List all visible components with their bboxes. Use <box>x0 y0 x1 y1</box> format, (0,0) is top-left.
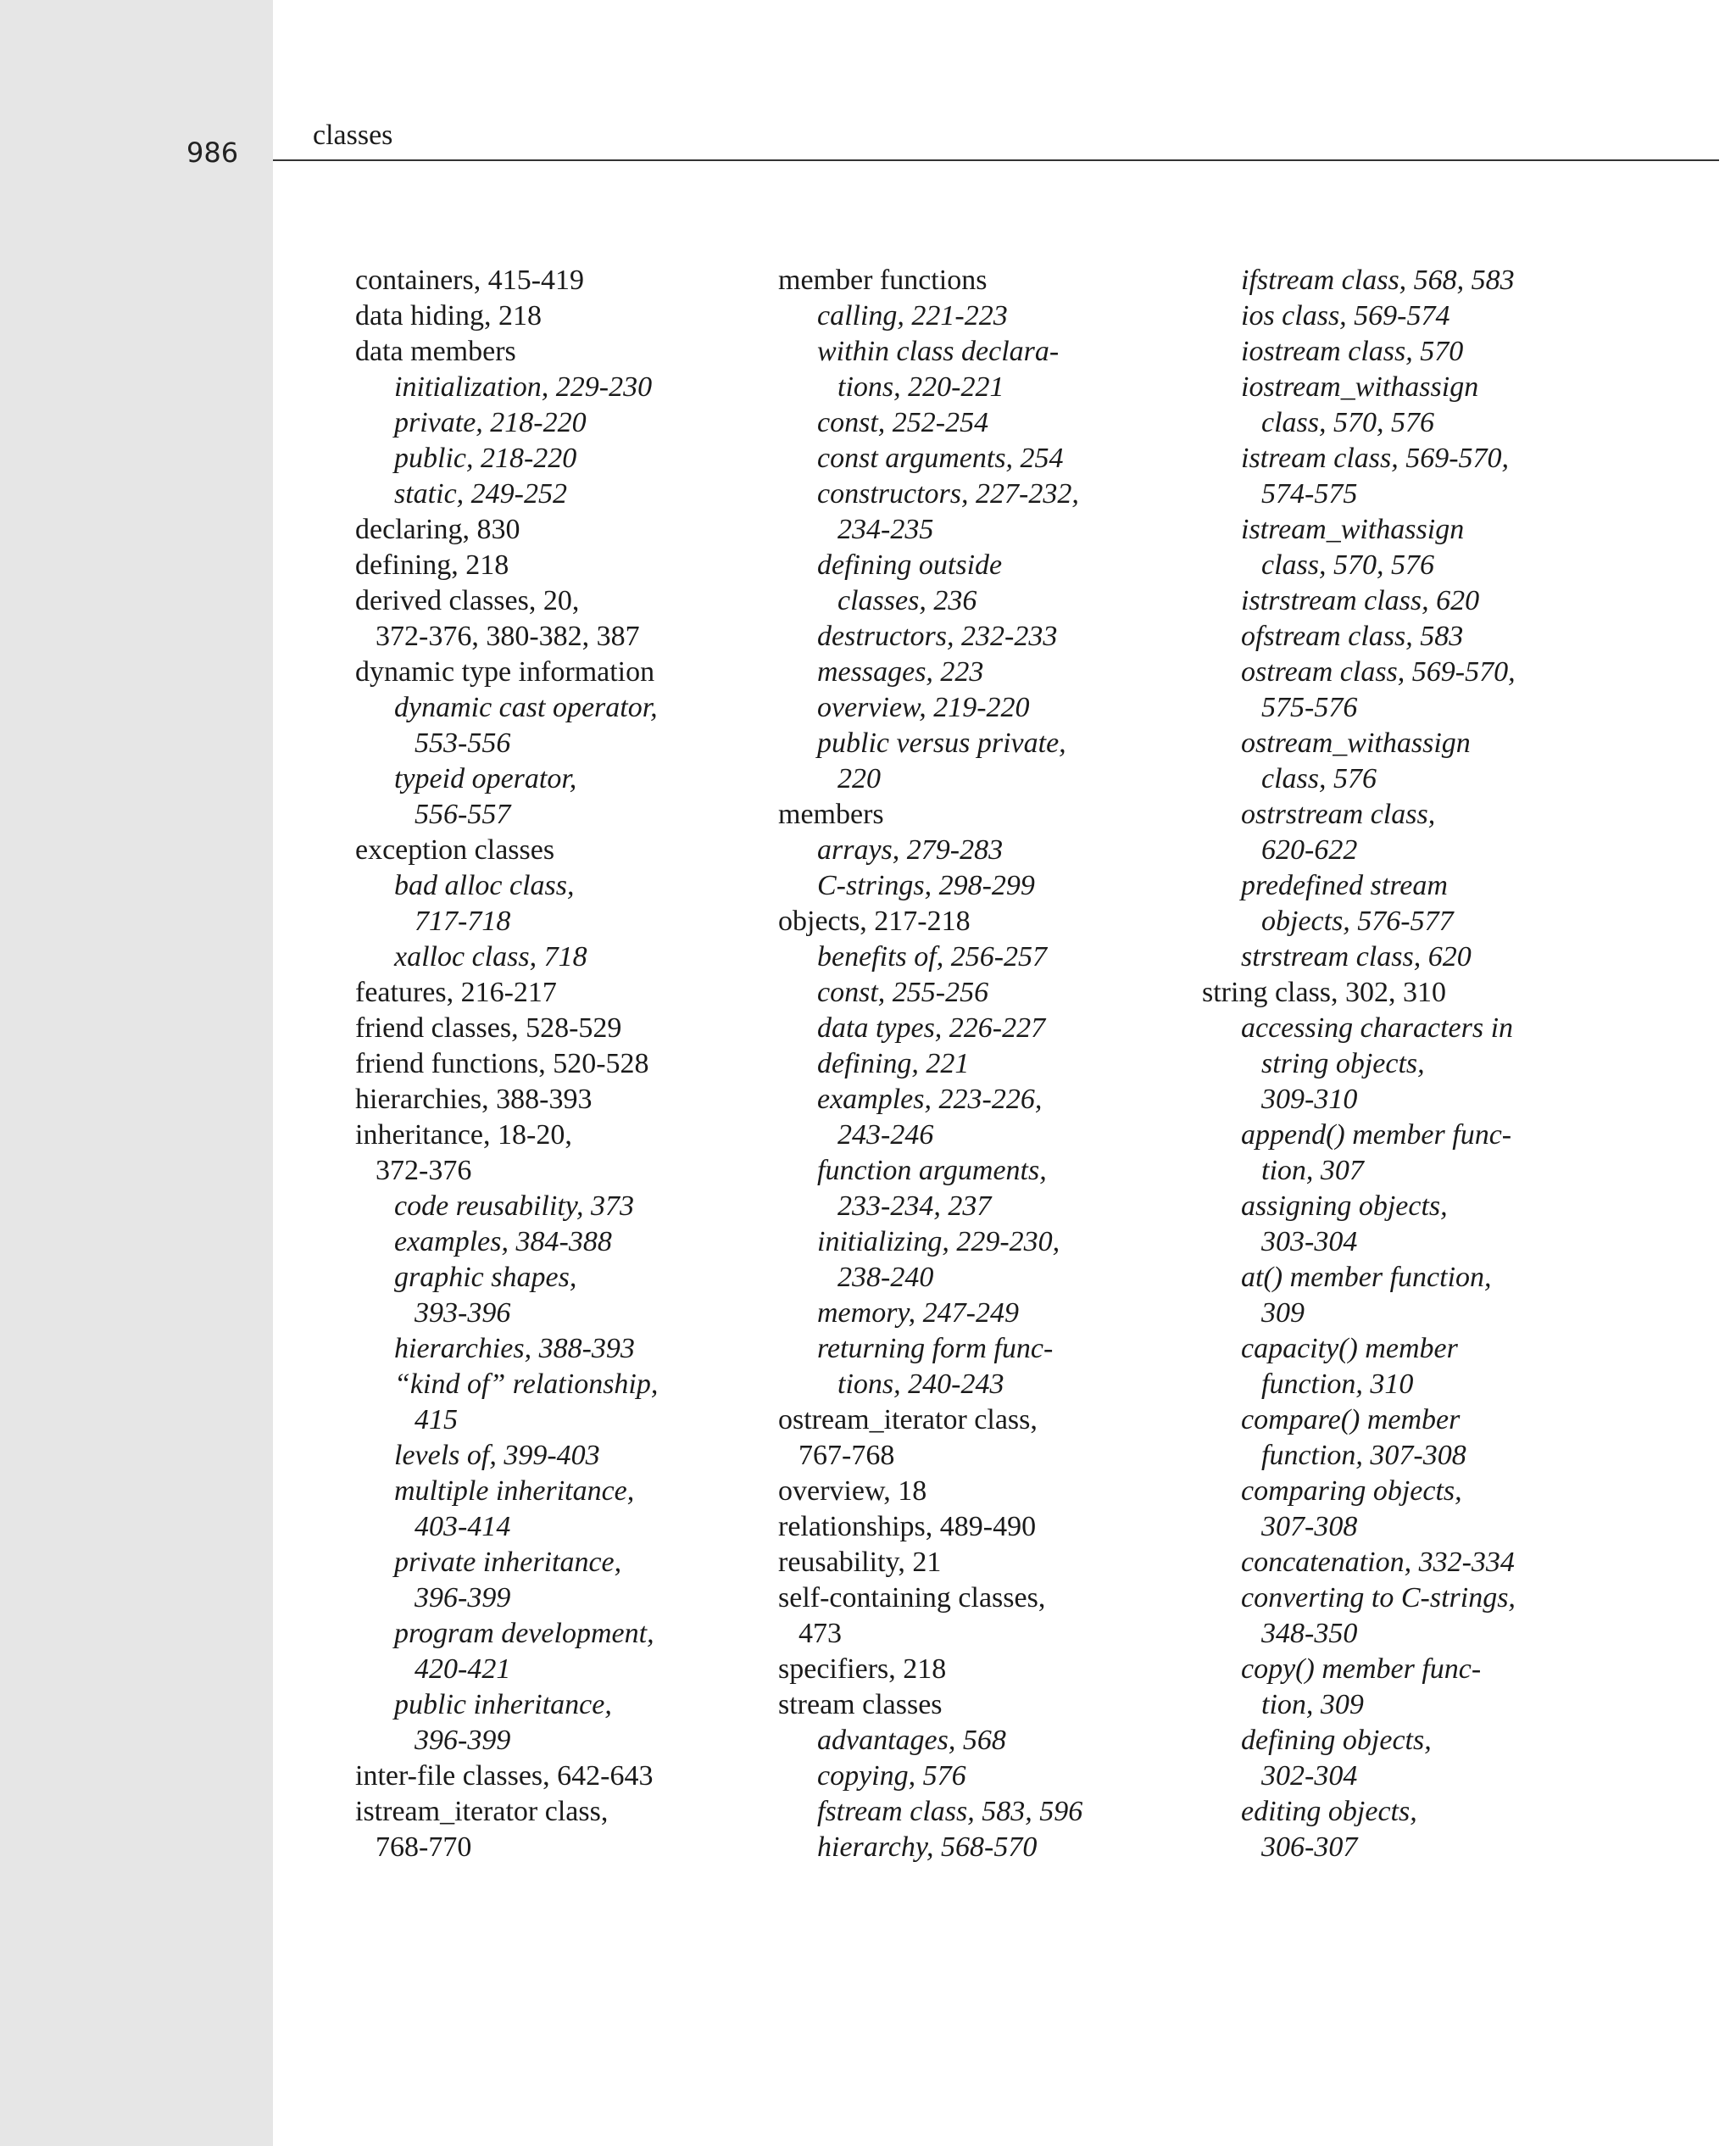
index-subentry: program development, <box>394 1618 654 1649</box>
index-subentry: ostrstream class, <box>1241 799 1436 830</box>
index-entry: objects, 217-218 <box>778 906 971 937</box>
index-subentry-continuation: 575-576 <box>1261 692 1358 723</box>
index-subentry: editing objects, <box>1241 1796 1417 1827</box>
index-subentry: hierarchies, 388-393 <box>394 1333 635 1364</box>
index-subentry-continuation: 220 <box>837 763 881 794</box>
index-subentry: levels of, 399-403 <box>394 1440 600 1471</box>
index-subentry-continuation: objects, 576-577 <box>1261 906 1454 937</box>
index-entry: containers, 415-419 <box>355 265 585 296</box>
index-entry-continuation: 767-768 <box>798 1440 895 1471</box>
index-entry: friend classes, 528-529 <box>355 1012 622 1044</box>
index-subentry: “kind of” relationship, <box>394 1368 659 1400</box>
index-subentry-continuation: 233-234, 237 <box>837 1190 992 1222</box>
index-entry: reusability, 21 <box>778 1547 942 1578</box>
index-subentry-continuation: 307-308 <box>1261 1511 1358 1542</box>
index-entry: data members <box>355 336 516 367</box>
index-subentry: append() member func- <box>1241 1119 1512 1151</box>
index-subentry-continuation: 403-414 <box>415 1511 511 1542</box>
index-subentry-continuation: function, 310 <box>1261 1368 1414 1400</box>
index-subentry: initialization, 229-230 <box>394 371 653 403</box>
index-subentry: comparing objects, <box>1241 1475 1462 1507</box>
index-subentry: ifstream class, 568, 583 <box>1241 265 1515 296</box>
index-subentry-continuation: tion, 309 <box>1261 1689 1364 1720</box>
index-column-2 <box>778 263 1168 1865</box>
index-subentry: istream class, 569-570, <box>1241 443 1510 474</box>
index-subentry: overview, 219-220 <box>817 692 1030 723</box>
index-subentry-continuation: 309-310 <box>1261 1084 1358 1115</box>
index-subentry: initializing, 229-230, <box>817 1226 1060 1257</box>
index-subentry-continuation: 556-557 <box>415 799 511 830</box>
index-subentry: code reusability, 373 <box>394 1190 634 1222</box>
index-subentry-continuation: 574-575 <box>1261 478 1358 510</box>
index-subentry: defining outside <box>817 549 1003 581</box>
index-entry: overview, 18 <box>778 1475 927 1507</box>
index-subentry: at() member function, <box>1241 1262 1492 1293</box>
index-subentry: const arguments, 254 <box>817 443 1064 474</box>
index-subentry-continuation: function, 307-308 <box>1261 1440 1466 1471</box>
index-subentry: graphic shapes, <box>394 1262 577 1293</box>
index-subentry-continuation: 393-396 <box>415 1297 511 1329</box>
index-entry: features, 216-217 <box>355 977 557 1008</box>
page-number: 986 <box>186 137 239 169</box>
index-entry: declaring, 830 <box>355 514 520 545</box>
index-subentry: ostream class, 569-570, <box>1241 656 1516 688</box>
index-entry: members <box>778 799 884 830</box>
running-head: classes <box>313 120 393 151</box>
index-column-1 <box>355 263 745 1865</box>
index-subentry: typeid operator, <box>394 763 577 794</box>
index-subentry-continuation: 415 <box>415 1404 458 1435</box>
index-subentry-continuation: 243-246 <box>837 1119 934 1151</box>
index-subentry-continuation: 420-421 <box>415 1653 511 1685</box>
index-subentry-continuation: 309 <box>1261 1297 1305 1329</box>
index-subentry: accessing characters in <box>1241 1012 1514 1044</box>
index-entry: hierarchies, 388-393 <box>355 1084 593 1115</box>
index-subentry-continuation: 238-240 <box>837 1262 934 1293</box>
index-subentry: function arguments, <box>817 1155 1047 1186</box>
index-subentry-continuation: class, 570, 576 <box>1261 407 1434 438</box>
index-subentry: multiple inheritance, <box>394 1475 635 1507</box>
index-subentry: messages, 223 <box>817 656 984 688</box>
index-entry-continuation: 768-770 <box>376 1831 472 1863</box>
index-subentry: public, 218-220 <box>394 443 577 474</box>
index-subentry-continuation: class, 570, 576 <box>1261 549 1434 581</box>
index-subentry: const, 255-256 <box>817 977 989 1008</box>
index-subentry-continuation: 396-399 <box>415 1582 511 1614</box>
index-subentry-continuation: classes, 236 <box>837 585 977 616</box>
index-subentry-continuation: class, 576 <box>1261 763 1377 794</box>
index-subentry-continuation: 234-235 <box>837 514 934 545</box>
index-subentry: xalloc class, 718 <box>394 941 587 973</box>
index-subentry: defining objects, <box>1241 1725 1432 1756</box>
index-entry: stream classes <box>778 1689 943 1720</box>
index-subentry-continuation: tion, 307 <box>1261 1155 1364 1186</box>
index-subentry-continuation: 303-304 <box>1261 1226 1358 1257</box>
index-subentry-continuation: 717-718 <box>415 906 511 937</box>
index-subentry: strstream class, 620 <box>1241 941 1472 973</box>
index-entry-continuation: 372-376, 380-382, 387 <box>376 621 640 652</box>
index-subentry: copy() member func- <box>1241 1653 1482 1685</box>
index-subentry: examples, 223-226, <box>817 1084 1043 1115</box>
index-subentry: destructors, 232-233 <box>817 621 1058 652</box>
index-entry-continuation: 372-376 <box>376 1155 472 1186</box>
index-subentry: advantages, 568 <box>817 1725 1006 1756</box>
index-subentry: arrays, 279-283 <box>817 834 1004 866</box>
index-subentry: calling, 221-223 <box>817 300 1008 332</box>
index-subentry-continuation: 553-556 <box>415 727 511 759</box>
index-entry: istream_iterator class, <box>355 1796 609 1827</box>
index-entry: member functions <box>778 265 988 296</box>
index-subentry: public inheritance, <box>394 1689 612 1720</box>
index-subentry: constructors, 227-232, <box>817 478 1079 510</box>
index-subentry: ios class, 569-574 <box>1241 300 1450 332</box>
index-subentry: defining, 221 <box>817 1048 970 1079</box>
index-entry: relationships, 489-490 <box>778 1511 1037 1542</box>
index-entry: exception classes <box>355 834 555 866</box>
index-subentry: returning form func- <box>817 1333 1054 1364</box>
index-subentry: examples, 384-388 <box>394 1226 612 1257</box>
index-entry: specifiers, 218 <box>778 1653 947 1685</box>
index-subentry: bad alloc class, <box>394 870 575 901</box>
index-subentry-continuation: tions, 240-243 <box>837 1368 1004 1400</box>
index-subentry-continuation: 302-304 <box>1261 1760 1358 1792</box>
index-entry: inheritance, 18-20, <box>355 1119 572 1151</box>
index-subentry: dynamic cast operator, <box>394 692 658 723</box>
index-subentry: within class declara- <box>817 336 1060 367</box>
index-subentry: hierarchy, 568-570 <box>817 1831 1038 1863</box>
index-subentry: static, 249-252 <box>394 478 567 510</box>
index-subentry: istream_withassign <box>1241 514 1465 545</box>
index-subentry: predefined stream <box>1241 870 1448 901</box>
index-entry: defining, 218 <box>355 549 509 581</box>
index-subentry: data types, 226-227 <box>817 1012 1046 1044</box>
index-subentry-continuation: 396-399 <box>415 1725 511 1756</box>
index-subentry: const, 252-254 <box>817 407 989 438</box>
index-subentry: iostream class, 570 <box>1241 336 1464 367</box>
index-subentry: C-strings, 298-299 <box>817 870 1035 901</box>
index-subentry: capacity() member <box>1241 1333 1458 1364</box>
index-subentry: private inheritance, <box>394 1547 622 1578</box>
page-margin-band <box>0 0 273 2146</box>
index-subentry: fstream class, 583, 596 <box>817 1796 1083 1827</box>
index-subentry: public versus private, <box>817 727 1066 759</box>
index-entry: derived classes, 20, <box>355 585 580 616</box>
index-entry: string class, 302, 310 <box>1202 977 1447 1008</box>
index-subentry: copying, 576 <box>817 1760 966 1792</box>
index-subentry-continuation: 620-622 <box>1261 834 1358 866</box>
index-entry: dynamic type information <box>355 656 655 688</box>
index-subentry: ostream_withassign <box>1241 727 1471 759</box>
index-subentry-continuation: string objects, <box>1261 1048 1425 1079</box>
index-column-3 <box>1202 263 1711 1865</box>
index-subentry: ofstream class, 583 <box>1241 621 1464 652</box>
index-entry: friend functions, 520-528 <box>355 1048 649 1079</box>
index-subentry: assigning objects, <box>1241 1190 1448 1222</box>
index-subentry-continuation: 306-307 <box>1261 1831 1358 1863</box>
index-subentry-continuation: tions, 220-221 <box>837 371 1004 403</box>
index-subentry: iostream_withassign <box>1241 371 1479 403</box>
index-entry: inter-file classes, 642-643 <box>355 1760 654 1792</box>
header-rule <box>273 159 1719 161</box>
index-subentry: converting to C-strings, <box>1241 1582 1516 1614</box>
index-subentry: private, 218-220 <box>394 407 587 438</box>
index-subentry: memory, 247-249 <box>817 1297 1019 1329</box>
index-subentry: compare() member <box>1241 1404 1461 1435</box>
index-subentry: benefits of, 256-257 <box>817 941 1048 973</box>
index-entry: self-containing classes, <box>778 1582 1046 1614</box>
index-entry-continuation: 473 <box>798 1618 842 1649</box>
index-subentry: istrstream class, 620 <box>1241 585 1480 616</box>
index-subentry-continuation: 348-350 <box>1261 1618 1358 1649</box>
index-subentry: concatenation, 332-334 <box>1241 1547 1515 1578</box>
index-entry: ostream_iterator class, <box>778 1404 1038 1435</box>
index-entry: data hiding, 218 <box>355 300 542 332</box>
